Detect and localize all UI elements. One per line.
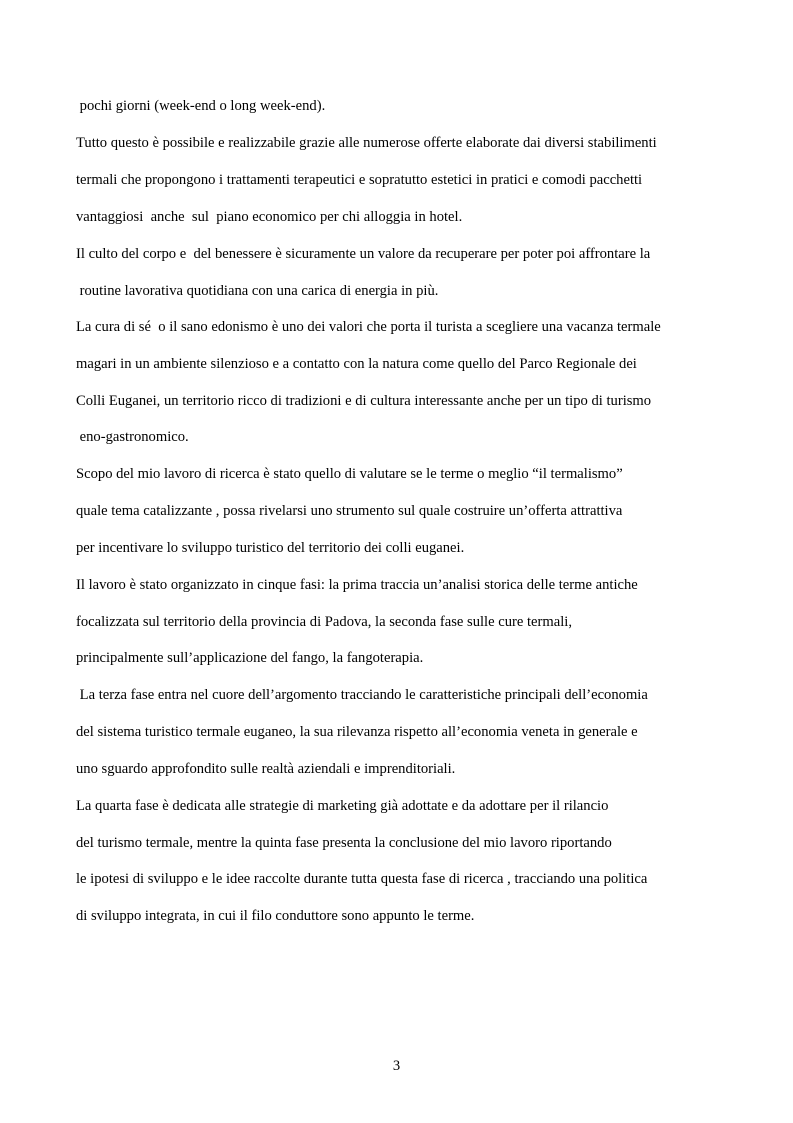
text-line: di sviluppo integrata, in cui il filo conduttore sono appunto le terme.: [76, 908, 475, 924]
text-line: magari in un ambiente silenzioso e a contatto con la natura come quello del Parco Regionale dei: [76, 356, 637, 372]
text-line: quale tema catalizzante , possa rivelarsi uno strumento sul quale costruire un’offerta attrattiva: [76, 503, 623, 519]
text-line: vantaggiosi anche sul piano economico per chi alloggia in hotel.: [76, 209, 463, 225]
text-line: le ipotesi di sviluppo e le idee raccolte durante tutta questa fase di ricerca , tracciando una politica: [76, 871, 648, 887]
text-line: uno sguardo approfondito sulle realtà aziendali e imprenditoriali.: [76, 761, 456, 777]
text-line: Tutto questo è possibile e realizzabile grazie alle numerose offerte elaborate dai diversi stabilimenti: [76, 135, 657, 151]
text-line: pochi giorni (week-end o long week-end).: [76, 98, 326, 114]
text-line: La quarta fase è dedicata alle strategie di marketing già adottate e da adottare per il rilancio: [76, 798, 609, 814]
text-line: termali che propongono i trattamenti terapeutici e sopratutto estetici in pratici e comodi pacchetti: [76, 172, 643, 188]
text-line: per incentivare lo sviluppo turistico del territorio dei colli euganei.: [76, 540, 465, 556]
text-line: Il culto del corpo e del benessere è sicuramente un valore da recuperare per poter poi affrontare la: [76, 246, 651, 262]
text-line: Il lavoro è stato organizzato in cinque fasi: la prima traccia un’analisi storica delle terme antiche: [76, 577, 638, 593]
text-line: La terza fase entra nel cuore dell’argomento tracciando le caratteristiche principali dell’economia: [76, 687, 648, 703]
text-line: eno-gastronomico.: [76, 429, 189, 445]
text-line: Colli Euganei, un territorio ricco di tradizioni e di cultura interessante anche per un tipo di turismo: [76, 393, 652, 409]
text-line: Scopo del mio lavoro di ricerca è stato quello di valutare se le terme o meglio “il termalismo”: [76, 466, 623, 482]
text-line: focalizzata sul territorio della provincia di Padova, la seconda fase sulle cure termali,: [76, 614, 572, 630]
text-line: principalmente sull’applicazione del fango, la fangoterapia.: [76, 650, 424, 666]
page-number: 3: [392, 1058, 401, 1074]
text-line: del turismo termale, mentre la quinta fase presenta la conclusione del mio lavoro riportando: [76, 835, 612, 851]
text-line: del sistema turistico termale euganeo, la sua rilevanza rispetto all’economia veneta in generale e: [76, 724, 638, 740]
text-line: La cura di sé o il sano edonismo è uno dei valori che porta il turista a scegliere una vacanza termale: [76, 319, 661, 335]
text-line: routine lavorativa quotidiana con una carica di energia in più.: [76, 283, 439, 299]
